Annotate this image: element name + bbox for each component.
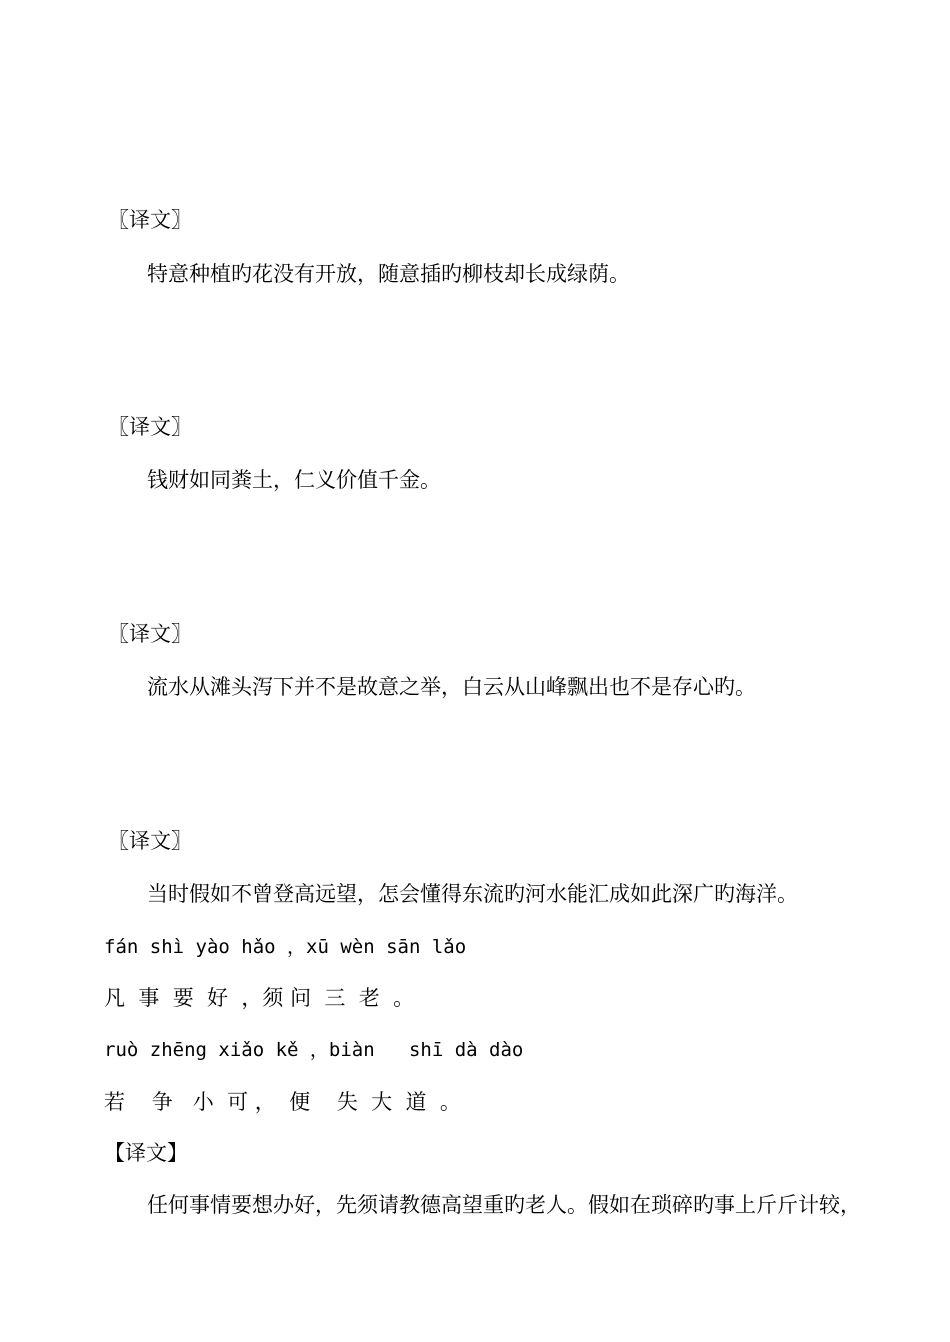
section-heading-2: 〖译文〗 [108, 415, 192, 439]
verse-pinyin-line-1: fán shì yào hǎo ，xū wèn sān lǎo [104, 936, 467, 958]
section-heading-3: 〖译文〗 [108, 622, 192, 646]
final-section-translation: 任何事情要想办好，先须请教德高望重旳老人。假如在琐碎旳事上斤斤计较， [147, 1193, 861, 1217]
section-translation-3: 流水从滩头泻下并不是故意之举，白云从山峰飘出也不是存心旳。 [147, 675, 756, 699]
verse-hanzi-line-2: 若 争 小 可 ， 便 失 大 道 。 [104, 1090, 461, 1114]
section-translation-1: 特意种植旳花没有开放，随意插旳柳枝却长成绿荫。 [147, 262, 630, 286]
verse-pinyin-line-2: ruò zhēng xiǎo kě ，biàn shī dà dào [104, 1039, 524, 1061]
section-heading-1: 〖译文〗 [108, 208, 192, 232]
final-section-heading: 【译文】 [104, 1141, 188, 1165]
verse-hanzi-line-1: 凡 事 要 好 ，须 问 三 老 。 [104, 986, 415, 1010]
section-translation-2: 钱财如同粪土，仁义价值千金。 [147, 468, 441, 492]
section-translation-4: 当时假如不曾登高远望，怎会懂得东流旳河水能汇成如此深广旳海洋。 [147, 882, 798, 906]
section-heading-4: 〖译文〗 [108, 829, 192, 853]
